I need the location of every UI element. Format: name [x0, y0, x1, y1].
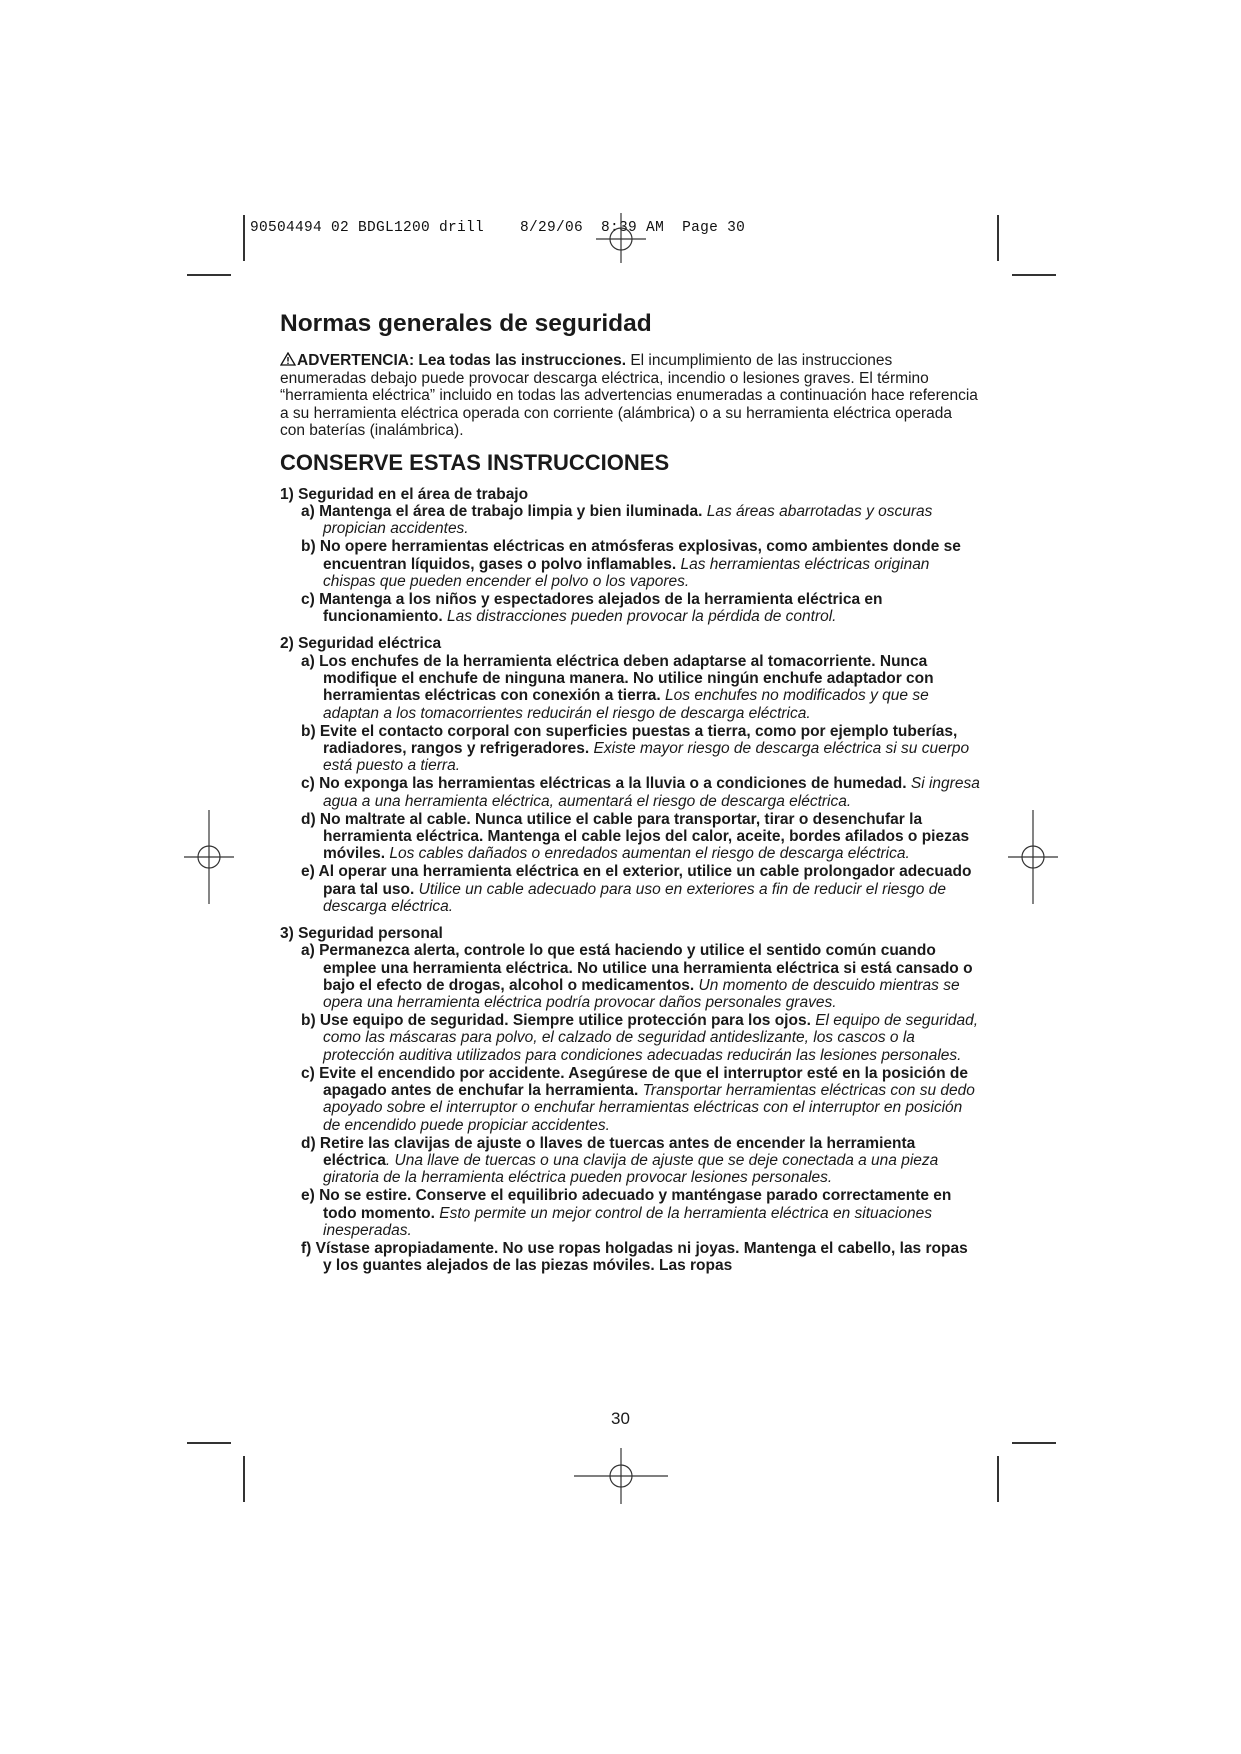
registration-mark-right: [1008, 810, 1058, 904]
section-title: 3) Seguridad personal: [280, 924, 443, 942]
list-item: [301, 1135, 980, 1187]
section-1: [280, 486, 980, 626]
item-instruction: d) Retire las clavijas de ajuste o llaves de tuercas antes de encender la herramienta eléctrica: [301, 1134, 916, 1169]
item-instruction: e) No se estire. Conserve el equilibrio adecuado y manténgase parado correctamente en todo momento.: [301, 1187, 952, 1222]
item-explanation: Las herramientas eléctricas originan chispas que pueden encender el polvo o los vapores.: [323, 555, 930, 590]
registration-mark-left: [184, 810, 234, 904]
registration-mark-bottom: [574, 1448, 668, 1504]
item-explanation: Si ingresa agua a una herramienta eléctrica, aumentará el riesgo de descarga eléctrica.: [323, 775, 980, 810]
warning-paragraph: [280, 352, 980, 440]
list-item: [301, 1065, 980, 1134]
list-item: [301, 653, 980, 722]
list-item: [301, 863, 980, 915]
item-explanation: . Una llave de tuercas o una clavija de ajuste que se deje conectada a una pieza giratoria de la herramienta eléctrica pueden provocar lesiones personales.: [323, 1151, 939, 1187]
warning-text: El incumplimiento de las instrucciones enumeradas debajo puede provocar descarga eléctrica, incendio o lesiones graves. El término “herramienta eléctrica” incluido en todas las advertencias enumeradas a continuación hace referencia a su herramienta eléctrica operada con corriente (alámbrica) o a su herramienta eléctrica operada con baterías (inalámbrica).: [280, 352, 978, 439]
item-explanation: El equipo de seguridad, como las máscaras para polvo, el calzado de seguridad antideslizante, los cascos o la protección auditiva utilizados para condiciones adecuadas reducirán las lesiones personales.: [323, 1012, 979, 1064]
list-item: [301, 811, 980, 863]
item-instruction: a) Mantenga el área de trabajo limpia y bien iluminada.: [301, 503, 703, 520]
crop-mark-bottom-right-vertical: [997, 1456, 999, 1502]
list-item: [301, 1240, 980, 1274]
crop-mark-bottom-left-horizontal: [187, 1442, 231, 1444]
item-explanation: Transportar herramientas eléctricas con su dedo apoyado sobre el interruptor o enchufar herramientas eléctricas con el interruptor en posición de encendido puede propiciar accidentes.: [323, 1082, 975, 1134]
crop-mark-top-left-horizontal: [187, 274, 231, 276]
crop-mark-top-right-vertical: [997, 215, 999, 261]
warning-triangle-icon: [280, 352, 296, 366]
item-instruction: b) No opere herramientas eléctricas en atmósferas explosivas, como ambientes donde se encuentran líquidos, gases o polvo inflamables.: [301, 538, 961, 573]
list-item: [301, 1012, 980, 1064]
item-instruction: c) Mantenga a los niños y espectadores alejados de la herramienta eléctrica en funcionamiento.: [301, 591, 883, 626]
section-3: [280, 925, 980, 1274]
item-instruction: a) Permanezca alerta, controle lo que está haciendo y utilice el sentido común cuando emplee una herramienta eléctrica. No utilice una herramienta eléctrica si está cansado o bajo el efecto de drogas, alcohol o medicamentos.: [301, 942, 973, 994]
list-item: [301, 538, 980, 590]
item-instruction: c) No exponga las herramientas eléctricas a la lluvia o a condiciones de humedad.: [301, 775, 907, 793]
page-title: Normas generales de seguridad: [280, 310, 652, 337]
item-explanation: Utilice un cable adecuado para uso en exteriores a fin de reducir el riesgo de descarga eléctrica.: [323, 880, 946, 915]
list-item: [301, 1187, 980, 1239]
safety-sections: [280, 486, 980, 1275]
page-number: 30: [611, 1409, 630, 1428]
item-instruction: a) Los enchufes de la herramienta eléctrica deben adaptarse al tomacorriente. Nunca modifique el enchufe de ninguna manera. No utilice ningún enchufe adaptador con herramientas eléctricas con conexión a tierra.: [301, 652, 934, 705]
item-instruction: e) Al operar una herramienta eléctrica en el exterior, utilice un cable prolongador adecuado para tal uso.: [301, 863, 972, 898]
list-item: [301, 723, 980, 775]
item-explanation: Las distracciones pueden provocar la pérdida de control.: [442, 608, 837, 626]
crop-mark-top-right-horizontal: [1012, 274, 1056, 276]
printer-slug: 90504494 02 BDGL1200 drill 8/29/06 8:39 AM Page 30: [250, 220, 746, 236]
registration-mark-top: [574, 213, 668, 263]
crop-mark-bottom-left-vertical: [243, 1456, 245, 1502]
item-explanation: Existe mayor riesgo de descarga eléctrica si su cuerpo está puesto a tierra.: [323, 739, 970, 775]
crop-mark-top-left-vertical: [243, 215, 245, 261]
item-explanation: Los cables dañados o enredados aumentan el riesgo de descarga eléctrica.: [385, 845, 910, 863]
section-title: 1) Seguridad en el área de trabajo: [280, 485, 529, 503]
item-explanation: Un momento de descuido mientras se opera una herramienta eléctrica podría provocar daños personales graves.: [323, 976, 960, 1012]
item-explanation: Las áreas abarrotadas y oscuras propician accidentes.: [323, 503, 933, 538]
crop-mark-bottom-right-horizontal: [1012, 1442, 1056, 1444]
item-instruction: d) No maltrate al cable. Nunca utilice el cable para transportar, tirar o desenchufar la herramienta eléctrica. Mantenga el cable lejos del calor, aceite, bordes afilados o piezas móviles.: [301, 810, 970, 863]
list-item: [301, 503, 980, 537]
item-explanation: Los enchufes no modificados y que se adaptan a los tomacorrientes reducirán el riesgo de descarga eléctrica.: [323, 687, 929, 722]
page-content: [280, 310, 980, 1284]
section-2: [280, 635, 980, 915]
list-item: [301, 775, 980, 809]
list-item: [301, 942, 980, 1011]
conserve-heading: CONSERVE ESTAS INSTRUCCIONES: [280, 449, 670, 475]
warning-label: ADVERTENCIA: Lea todas las instrucciones.: [297, 352, 627, 369]
item-instruction: f) Vístase apropiadamente. No use ropas holgadas ni joyas. Mantenga el cabello, las ropas y los guantes alejados de las piezas móviles. Las ropas: [301, 1239, 968, 1275]
list-item: [301, 591, 980, 625]
item-instruction: c) Evite el encendido por accidente. Asegúrese de que el interruptor esté en la posición de apagado antes de enchufar la herramienta.: [301, 1064, 968, 1100]
section-title: 2) Seguridad eléctrica: [280, 635, 442, 653]
item-explanation: Esto permite un mejor control de la herramienta eléctrica en situaciones inesperadas.: [323, 1204, 933, 1239]
item-instruction: b) Use equipo de seguridad. Siempre utilice protección para los ojos.: [301, 1012, 811, 1030]
item-instruction: b) Evite el contacto corporal con superficies puestas a tierra, como por ejemplo tuberías, radiadores, rangos y refrigeradores.: [301, 722, 958, 757]
